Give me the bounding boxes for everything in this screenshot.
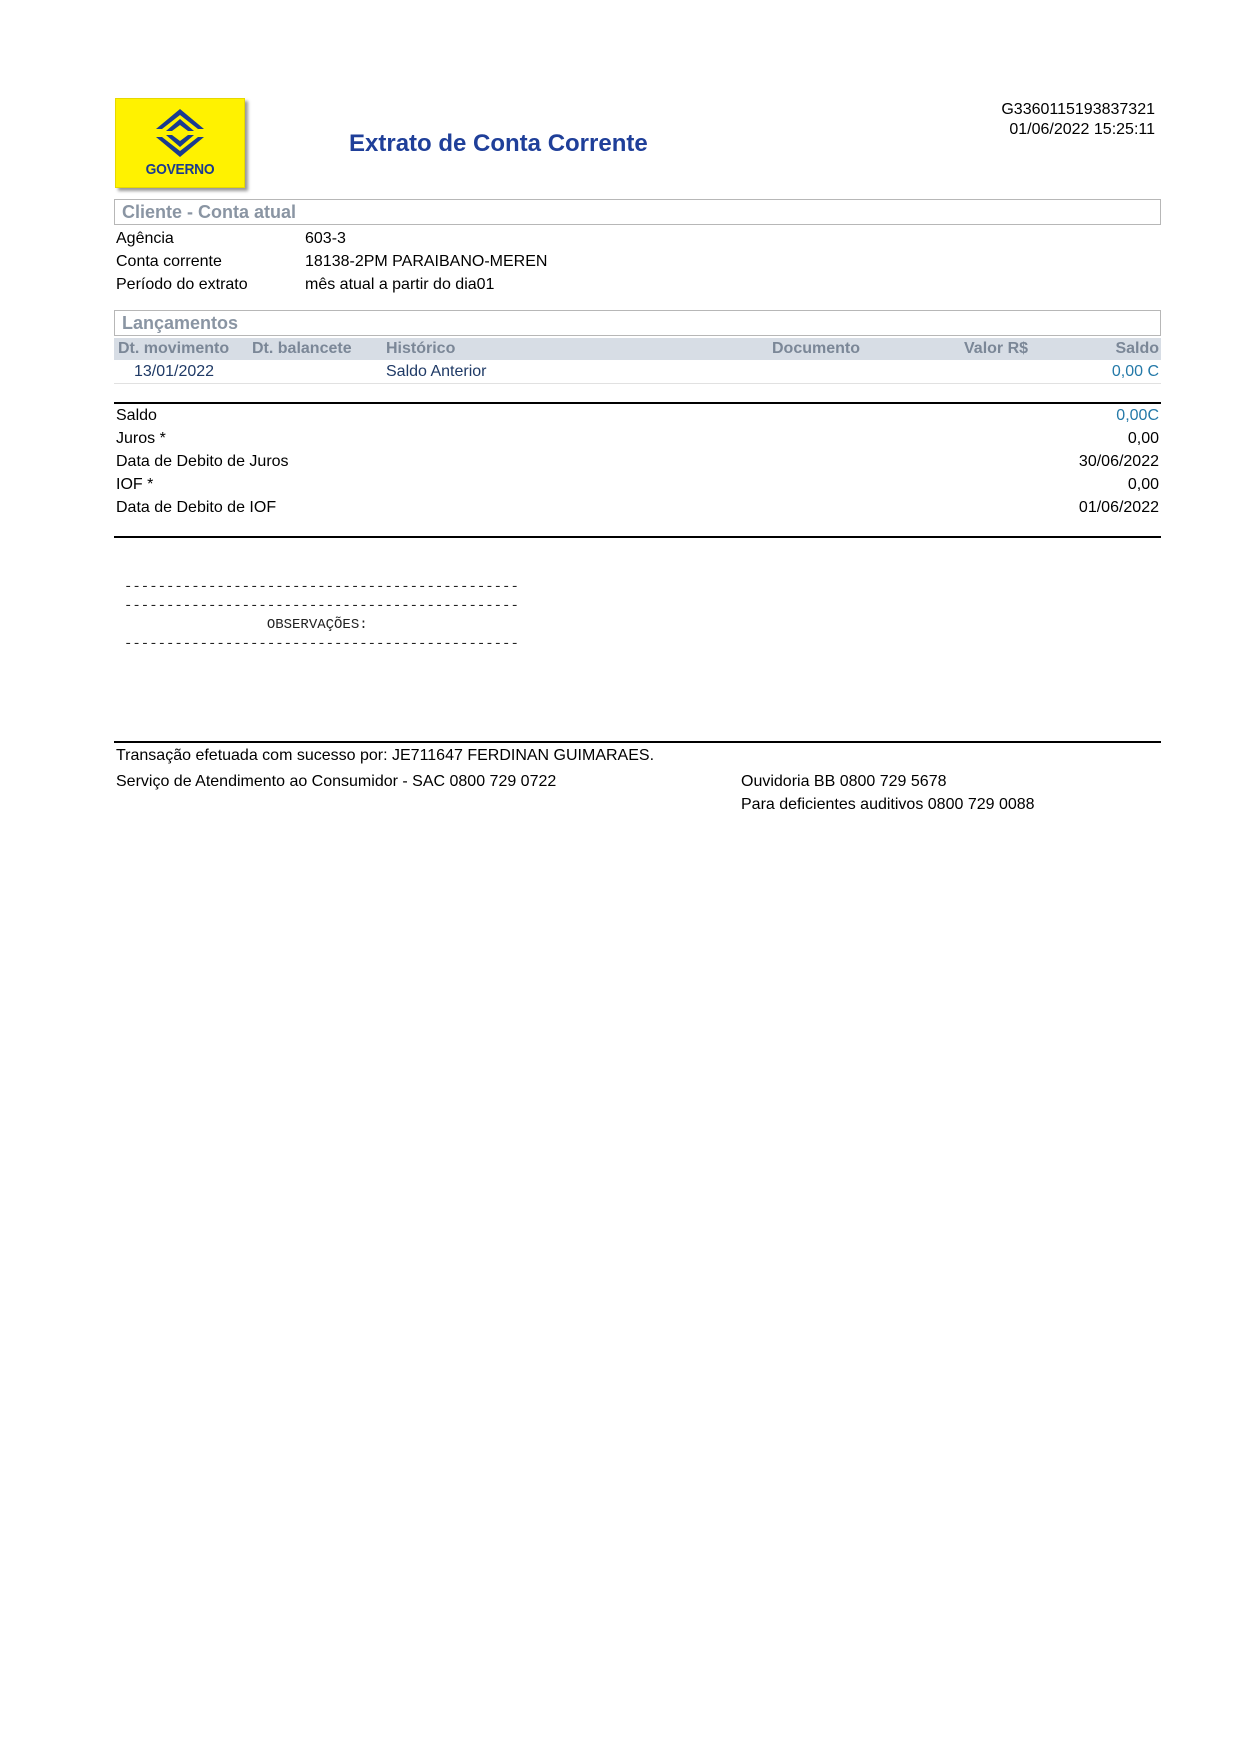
cell-saldo: 0,00 C: [1111, 363, 1159, 380]
field-label: Período do extrato: [116, 276, 248, 293]
col-documento: Documento: [772, 340, 860, 357]
summary-label: Saldo: [116, 407, 157, 424]
field-label: Agência: [116, 230, 174, 247]
summary-value: 0,00: [1127, 430, 1159, 447]
document-code: G3360115193837321: [1001, 101, 1155, 118]
summary-label: IOF *: [116, 476, 154, 493]
summary-row-juros: [116, 427, 1159, 450]
field-value: 603-3: [305, 230, 346, 247]
observations-block: [124, 578, 519, 654]
summary-row-data-juros: [116, 450, 1159, 473]
table-row: [114, 362, 1161, 384]
divider: [114, 536, 1161, 538]
entries-section-header: Lançamentos: [114, 310, 1161, 336]
col-valor: Valor R$: [964, 340, 1029, 357]
bb-governo-logo: [115, 98, 245, 188]
transaction-status: Transação efetuada com sucesso por: JE711647 FERDINAN GUIMARAES.: [116, 747, 655, 764]
cell-historico: Saldo Anterior: [386, 363, 487, 380]
summary-value: 01/06/2022: [1078, 499, 1159, 516]
client-field-conta: [116, 250, 547, 273]
logo-text: GOVERNO: [145, 161, 215, 178]
col-historico: Histórico: [386, 340, 456, 357]
obs-dashes: -----------------------------------------------: [124, 598, 519, 614]
col-dt-balancete: Dt. balancete: [252, 340, 352, 357]
field-label: Conta corrente: [116, 253, 222, 270]
summary-row-iof: [116, 473, 1159, 496]
sac-contact: Serviço de Atendimento ao Consumidor - SAC 0800 729 0722: [116, 773, 557, 790]
summary-label: Data de Debito de IOF: [116, 499, 277, 516]
summary-value: 0,00C: [1116, 407, 1159, 424]
summary-label: Juros *: [116, 430, 166, 447]
field-value: mês atual a partir do dia01: [305, 276, 495, 293]
bb-logo-icon: [152, 107, 208, 159]
obs-dashes: -----------------------------------------------: [124, 636, 519, 652]
summary-value: 30/06/2022: [1078, 453, 1159, 470]
document-meta: [1001, 100, 1155, 140]
entries-table-header: [114, 338, 1161, 360]
obs-dashes: -----------------------------------------------: [124, 579, 519, 595]
field-value: 18138-2PM PARAIBANO-MEREN: [305, 253, 548, 270]
summary-label: Data de Debito de Juros: [116, 453, 289, 470]
balance-summary: [116, 404, 1159, 519]
summary-row-data-iof: [116, 496, 1159, 519]
divider: [114, 741, 1161, 743]
document-datetime: 01/06/2022 15:25:11: [1009, 121, 1155, 138]
client-field-periodo: [116, 273, 494, 296]
client-field-agencia: [116, 227, 346, 250]
summary-value: 0,00: [1127, 476, 1159, 493]
obs-label: OBSERVAÇÕES:: [124, 617, 368, 633]
col-saldo: Saldo: [1115, 340, 1159, 357]
hearing-impaired-contact: Para deficientes auditivos 0800 729 0088: [741, 796, 1035, 813]
page-title: Extrato de Conta Corrente: [349, 130, 648, 157]
summary-row-saldo: [116, 404, 1159, 427]
col-dt-movimento: Dt. movimento: [118, 340, 230, 357]
ouvidoria-contact: Ouvidoria BB 0800 729 5678: [741, 773, 947, 790]
client-section-header: Cliente - Conta atual: [114, 199, 1161, 225]
cell-dt-movimento: 13/01/2022: [134, 363, 215, 380]
